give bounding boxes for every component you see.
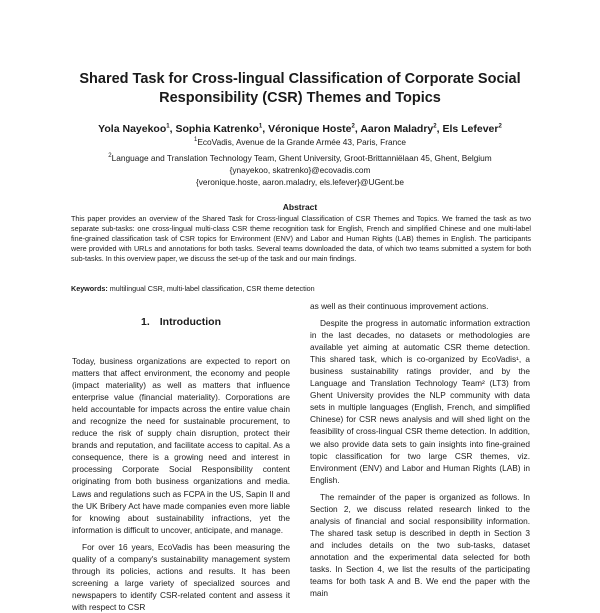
author-list: Yola Nayekoo$^1$, Sophia Katrenko$^1$, Véronique Hoste$^2$, Aaron Maladry$^2$, Els Lefever$^2$ (98, 123, 502, 135)
right-column (310, 300, 530, 599)
paragraph: For over 16 years, EcoVadis has been measuring the quality of a company's sustainability management system through its policies, actions and results. It has been screening a large variety of specialized sources and newspapers to identify CSR-related content and assess it with respect to CSR (72, 541, 290, 612)
affiliation: $^2$Language and Translation Technology Team, Ghent University, Groot-Brittanniëlaan 45, Ghent, Belgium (108, 153, 492, 163)
paragraph: as well as their continuous improvement actions. (310, 301, 489, 311)
author: Aaron Maladry$^2$ (360, 123, 437, 135)
left-column (72, 355, 290, 613)
keywords: Keywords: multilingual CSR, multi-label classification, CSR theme detection (71, 284, 315, 293)
abstract-heading: Abstract (282, 202, 318, 212)
paragraph: The remainder of the paper is organized as follows. In Section 2, we discuss related research linked to the analysis of financial and social responsibility information. The shared task setup is described in depth in Section 3 and includes details on the two sub-tasks, dataset annotation and the experimental data selected for both tasks. In Section 4, we list the results of the participating teams for both task A and B. We end the paper with the main (310, 491, 530, 599)
affiliation: $^1$EcoVadis, Avenue de la Grande Armée 43, Paris, France (194, 137, 406, 147)
abstract-text: This paper provides an overview of the Shared Task for Cross-lingual Classification of CSR Themes and Topics. We framed the task as two separate sub-tasks: one cross-lingual multi-class CSR theme recognition task for English, French and simplified Chinese and one multi-label fine-grained classification task of CSR topics for Environment (ENV) and Labor and Human Rights (LAB) themes in English. The participants were provided with URLs and annotations for both tasks. Several teams downloaded the data, of which two teams submitted a system for both sub-tasks. In this overview paper, we discuss the set-up of the task and our main findings. (71, 214, 531, 263)
email: {ynayekoo, skatrenko}@ecovadis.com (229, 165, 371, 175)
author: Els Lefever$^2$ (442, 123, 502, 135)
paragraph: Despite the progress in automatic information extraction in the last decades, no datasets or methodologies are available yet aiming at automatic CSR theme detection. This shared task, which is co-organized by EcoVadis¹, a business sustainability ratings provider, and by the Language and Translation Technology Team² (LT3) from Ghent University provides the NLP community with data sets in multiple languages (English, French, and simplified Chinese) for CSR news analysis and will shed light on the feasibility of cross-lingual CSR theme detection. In addition, we also provide data sets to gain insights into fine-grained topic classification for two large CSR themes, viz. Environment (ENV) and Labor and Human Rights (LAB) in English. (310, 318, 530, 485)
section-heading: 1. Introduction (140, 316, 221, 328)
paragraph: Today, business organizations are expected to report on matters that affect environment, the economy and people (impact materiality) as well as matters that influence enterprise value (financial materiality). Corporations are held accountable for impacts across the entire value chain and recognize the need for sustainable procurement, to reduce the risk of supply chain disruption, protect their brands and reputation, and facilitate access to capital. As a consequence, there is a growing need and interest in processing Corporate Social Responsibility content originating from both business organizations and media. Laws and regulations such as FCPA in the US, Sapin II and the UK Bribery Act have made companies even more liable for knowing about sustainability infractions, yet the information is difficult to uncover, anticipate, and manage. (72, 356, 290, 535)
author: Sophia Katrenko$^1$ (175, 123, 263, 135)
email: {veronique.hoste, aaron.maladry, els.lefever}@UGent.be (196, 177, 404, 187)
author: Véronique Hoste$^2$ (268, 123, 355, 135)
paper-title: Shared Task for Cross-lingual Classification of Corporate Social Responsibility (CSR) Themes and Topics (79, 71, 521, 106)
author: Yola Nayekoo$^1$ (98, 123, 170, 135)
